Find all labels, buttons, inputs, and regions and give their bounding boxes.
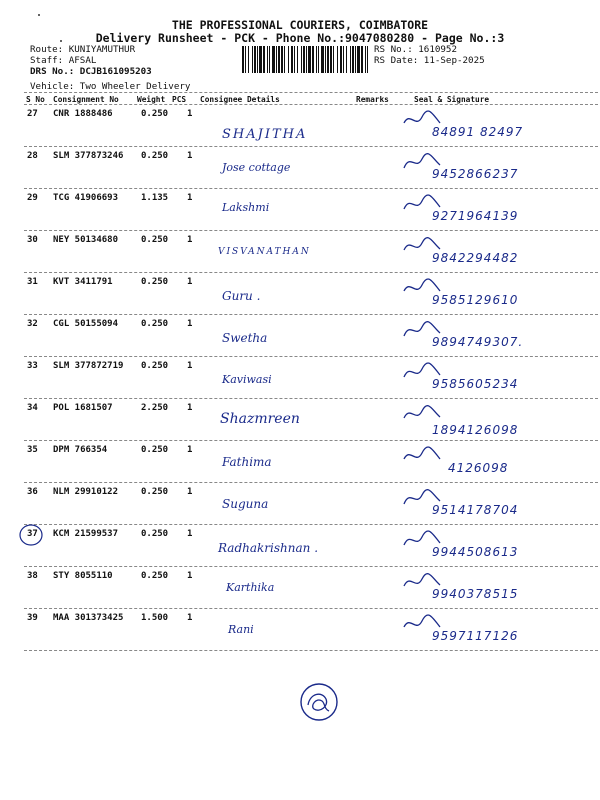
table-row [0, 231, 600, 273]
row-pcs: 1 [187, 277, 193, 287]
row-pcs: 1 [187, 445, 193, 455]
table-row [0, 189, 600, 231]
row-weight: 0.250 [141, 277, 169, 287]
rs-date: RS Date: 11-Sep-2025 [374, 55, 485, 66]
handwritten-consignee: Radhakrishnan . [218, 541, 319, 555]
row-sno: 33 [27, 361, 38, 371]
table-row [0, 273, 600, 315]
row-pcs: 1 [187, 109, 193, 119]
row-weight: 0.250 [141, 151, 169, 161]
row-consignment: STY 8055110 [53, 571, 113, 581]
row-sno: 34 [27, 403, 38, 413]
signature-scribble [402, 403, 442, 425]
handwritten-consignee: Shazmreen [220, 411, 300, 427]
table-row [0, 525, 600, 567]
row-pcs: 1 [187, 361, 193, 371]
col-consignee: Consignee Details [200, 95, 280, 104]
handwritten-phone: 9894749307. [432, 335, 524, 349]
handwritten-phone: 9842294482 [432, 251, 519, 265]
table-row [0, 483, 600, 525]
row-sno: 39 [27, 613, 38, 623]
handwritten-phone: 9585605234 [432, 377, 519, 391]
runsheet-subtitle: Delivery Runsheet - PCK - Phone No.:9047080280 - Page No.:3 [95, 31, 505, 45]
row-weight: 0.250 [141, 319, 169, 329]
handwritten-consignee: Fathima [222, 455, 272, 469]
col-sno: S No [26, 95, 45, 104]
drs-number: DRS No.: DCJB161095203 [30, 66, 152, 77]
row-consignment: NEY 50134680 [53, 235, 119, 245]
table-row [0, 441, 600, 483]
table-row [0, 315, 600, 357]
stray-mark [38, 14, 40, 16]
handwritten-phone: 9940378515 [432, 587, 519, 601]
staff: Staff: AFSAL [30, 55, 97, 66]
rs-info [374, 44, 485, 66]
handwritten-consignee: VISVANATHAN [218, 247, 311, 257]
row-sno: 27 [27, 109, 38, 119]
row-pcs: 1 [187, 529, 193, 539]
table-row [0, 567, 600, 609]
row-consignment: SLM 377872719 [53, 361, 124, 371]
row-pcs: 1 [187, 403, 193, 413]
handwritten-phone: 9514178704 [432, 503, 519, 517]
table-row [0, 105, 600, 147]
row-weight: 0.250 [141, 361, 169, 371]
table-row [0, 147, 600, 189]
vehicle-info: Vehicle: Two Wheeler Delivery [30, 81, 191, 92]
col-seal: Seal & Signature [414, 95, 490, 104]
col-remarks: Remarks [356, 95, 389, 104]
row-consignment: CNR 1888486 [53, 109, 113, 119]
table-row [0, 357, 600, 399]
row-weight: 0.250 [141, 571, 169, 581]
row-pcs: 1 [187, 319, 193, 329]
row-sno: 36 [27, 487, 38, 497]
row-sno: 32 [27, 319, 38, 329]
handwritten-phone: 4126098 [448, 461, 509, 475]
row-consignment: KCM 21599537 [53, 529, 119, 539]
row-weight: 0.250 [141, 235, 169, 245]
row-pcs: 1 [187, 151, 193, 161]
row-consignment: POL 1681507 [53, 403, 113, 413]
row-sno: 35 [27, 445, 38, 455]
barcode [242, 46, 370, 73]
row-consignment: NLM 29910122 [53, 487, 119, 497]
signature-scribble [402, 445, 442, 467]
handwritten-phone: 9271964139 [432, 209, 519, 223]
handwritten-consignee: Swetha [222, 331, 268, 345]
table-row [0, 609, 600, 651]
handwritten-phone: 9452866237 [432, 167, 519, 181]
row-consignment: SLM 377873246 [53, 151, 124, 161]
handwritten-consignee: Jose cottage [222, 161, 291, 174]
row-pcs: 1 [187, 613, 193, 623]
handwritten-phone: 1894126098 [432, 423, 519, 437]
col-weight: Weight [137, 95, 166, 104]
row-weight: 1.135 [141, 193, 169, 203]
row-consignment: DPM 766354 [53, 445, 108, 455]
row-sno: 37 [27, 529, 38, 539]
circle-mark [18, 522, 44, 548]
row-pcs: 1 [187, 235, 193, 245]
company-title: THE PROFESSIONAL COURIERS, COIMBATORE [171, 18, 429, 32]
row-consignment: MAA 301373425 [53, 613, 124, 623]
row-consignment: CGL 50155094 [53, 319, 119, 329]
handwritten-consignee: SHAJITHA [222, 127, 308, 142]
route: Route: KUNIYAMUTHUR [30, 44, 136, 55]
col-pcs: PCS [172, 95, 187, 104]
row-weight: 2.250 [141, 403, 169, 413]
row-weight: 0.250 [141, 529, 169, 539]
rs-number: RS No.: 1610952 [374, 44, 457, 55]
col-consignment: Consignment No [53, 95, 119, 104]
row-weight: 1.500 [141, 613, 169, 623]
handwritten-consignee: Lakshmi [222, 201, 270, 214]
row-weight: 0.250 [141, 445, 169, 455]
divider [24, 650, 598, 651]
row-sno: 31 [27, 277, 38, 287]
divider [24, 92, 598, 93]
row-pcs: 1 [187, 193, 193, 203]
row-weight: 0.250 [141, 487, 169, 497]
row-consignment: KVT 3411791 [53, 277, 113, 287]
handwritten-phone: 84891 82497 [432, 125, 524, 139]
handwritten-consignee: Kaviwasi [222, 373, 272, 386]
handwritten-consignee: Rani [228, 623, 254, 636]
handwritten-consignee: Suguna [222, 497, 269, 511]
row-sno: 30 [27, 235, 38, 245]
handwritten-phone: 9944508613 [432, 545, 519, 559]
table-row [0, 399, 600, 441]
row-pcs: 1 [187, 571, 193, 581]
row-sno: 28 [27, 151, 38, 161]
row-sno: 29 [27, 193, 38, 203]
row-consignment: TCG 41906693 [53, 193, 119, 203]
row-sno: 38 [27, 571, 38, 581]
handwritten-consignee: Karthika [226, 581, 275, 594]
stamp-seal [298, 681, 340, 723]
route-info [30, 44, 152, 77]
row-weight: 0.250 [141, 109, 169, 119]
handwritten-consignee: Guru . [222, 289, 261, 303]
row-pcs: 1 [187, 487, 193, 497]
handwritten-phone: 9597117126 [432, 629, 519, 643]
handwritten-phone: 9585129610 [432, 293, 519, 307]
